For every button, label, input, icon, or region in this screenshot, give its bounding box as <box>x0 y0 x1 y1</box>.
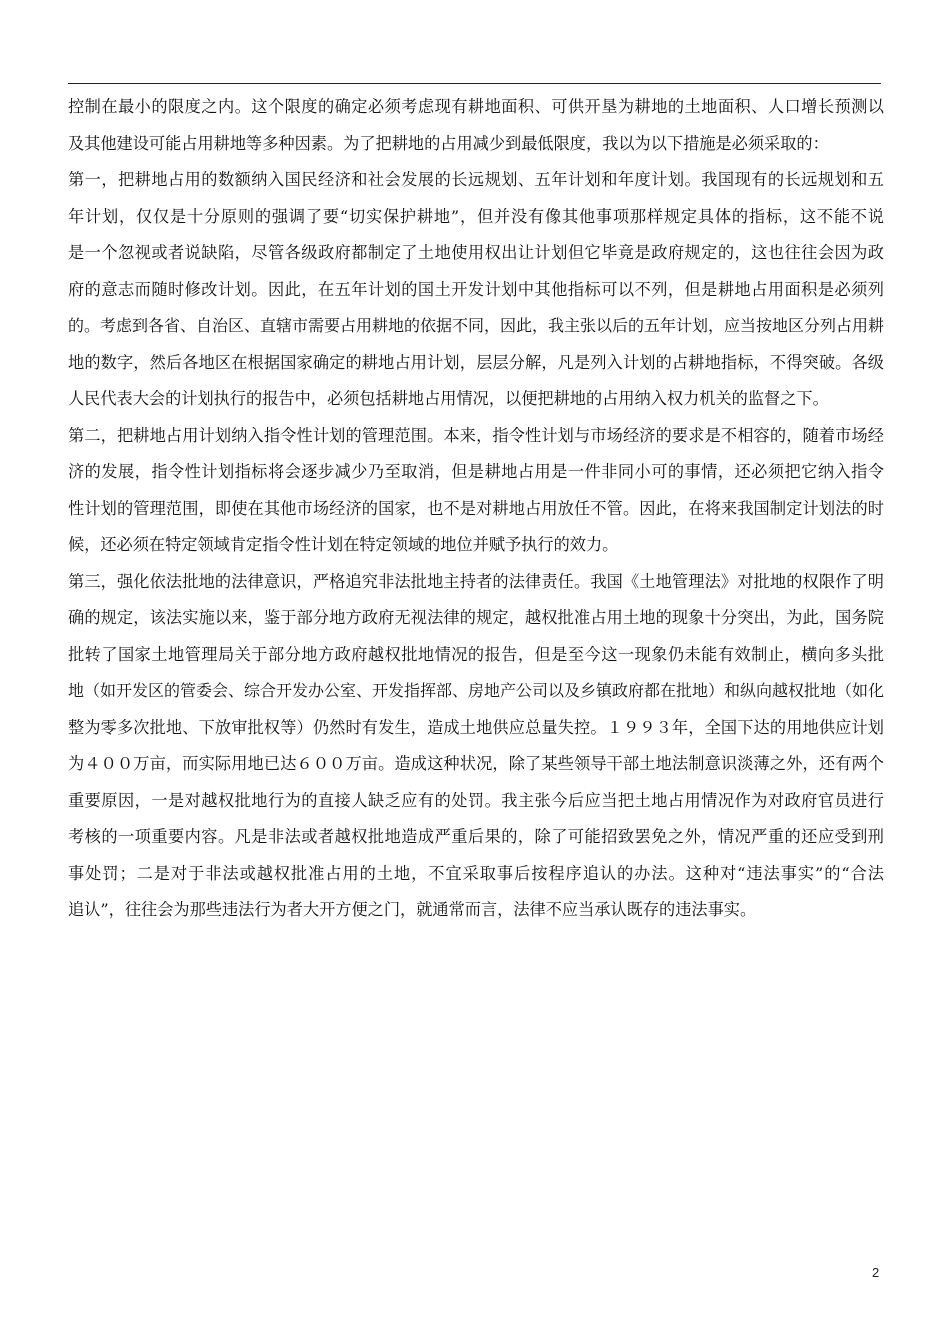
text-line: 第三，强化依法批地的法律意识，严格追究非法批地主持者的法律责任。我国《土地管理法》对批地的权限作了明 <box>68 571 884 591</box>
text-line: 府的意志而随时修改计划。因此，在五年计划的国土开发计划中其他指标可以不列，但是耕地占用面积是必须列 <box>68 279 884 299</box>
text-line: 为４００万亩，而实际用地已达６００万亩。造成这种状况，除了某些领导干部土地法制意识淡薄之外，还有两个 <box>68 754 884 773</box>
text-line: 确的规定，该法实施以来，鉴于部分地方政府无视法律的规定，越权批准占用土地的现象十分突出，为此，国务院 <box>68 608 884 627</box>
text-line: 候，还必须在特定领域肯定指令性计划在特定领域的地位并赋予执行的效力。 <box>68 535 619 554</box>
text-line: 考核的一项重要内容。凡是非法或者越权批地造成严重后果的，除了可能招致罢免之外，情况严重的还应受到刑 <box>68 827 884 846</box>
text-line: 重要原因，一是对越权批地行为的直接人缺乏应有的处罚。我主张今后应当把土地占用情况作为对政府官员进行 <box>68 790 884 810</box>
text-line: 事处罚；二是对于非法或越权批准占用的土地，不宜采取事后按程序追认的办法。这种对“违法事实”的“合法 <box>68 863 884 883</box>
document-body <box>68 89 884 929</box>
text-line: 济的发展，指令性计划指标将会逐步减少乃至取消，但是耕地占用是一件非同小可的事情，还必须把它纳入指令 <box>68 462 884 481</box>
text-line: 地的数字，然后各地区在根据国家确定的耕地占用计划，层层分解，凡是列入计划的占耕地指标，不得突破。各级 <box>68 352 884 372</box>
text-line: 年计划，仅仅是十分原则的强调了要“切实保护耕地”，但并没有像其他事项那样规定具体的指标，这不能不说 <box>68 206 884 226</box>
text-line: 整为零多次批地、下放审批权等）仍然时有发生，造成土地供应总量失控。１９９３年，全国下达的用地供应计划 <box>68 717 884 737</box>
text-line: 及其他建设可能占用耕地等多种因素。为了把耕地的占用减少到最低限度，我以为以下措施是必须采取的： <box>68 133 829 153</box>
text-line: 的。考虑到各省、自治区、直辖市需要占用耕地的依据不同，因此，我主张以后的五年计划，应当按地区分列占用耕 <box>68 316 885 335</box>
text-line: 是一个忽视或者说缺陷，尽管各级政府都制定了土地使用权出让计划但它毕竟是政府规定的，这也往往会因为政 <box>68 243 884 262</box>
text-line: 第二，把耕地占用计划纳入指令性计划的管理范围。本来，指令性计划与市场经济的要求是不相容的，随着市场经 <box>68 425 884 445</box>
text-line: 性计划的管理范围，即使在其他市场经济的国家，也不是对耕地占用放任不管。因此，在将来我国制定计划法的时 <box>68 498 884 518</box>
text-line: 人民代表大会的计划执行的报告中，必须包括耕地占用情况，以便把耕地的占用纳入权力机关的监督之下。 <box>68 389 829 408</box>
page-number: 2 <box>872 1265 880 1280</box>
text-line: 第一，把耕地占用的数额纳入国民经济和社会发展的长远规划、五年计划和年度计划。我国现有的长远规划和五 <box>68 170 884 189</box>
text-line: 批转了国家土地管理局关于部分地方政府越权批地情况的报告，但是至今这一现象仍未能有效制止，横向多头批 <box>68 644 884 664</box>
header-rule <box>68 83 881 84</box>
text-line: 地（如开发区的管委会、综合开发办公室、开发指挥部、房地产公司以及乡镇政府都在批地）和纵向越权批地（如化 <box>68 681 885 700</box>
text-line: 控制在最小的限度之内。这个限度的确定必须考虑现有耕地面积、可供开垦为耕地的土地面积、人口增长预测以 <box>68 97 884 116</box>
text-line: 追认”，往往会为那些违法行为者大开方便之门，就通常而言，法律不应当承认既存的违法事实。 <box>68 900 757 919</box>
